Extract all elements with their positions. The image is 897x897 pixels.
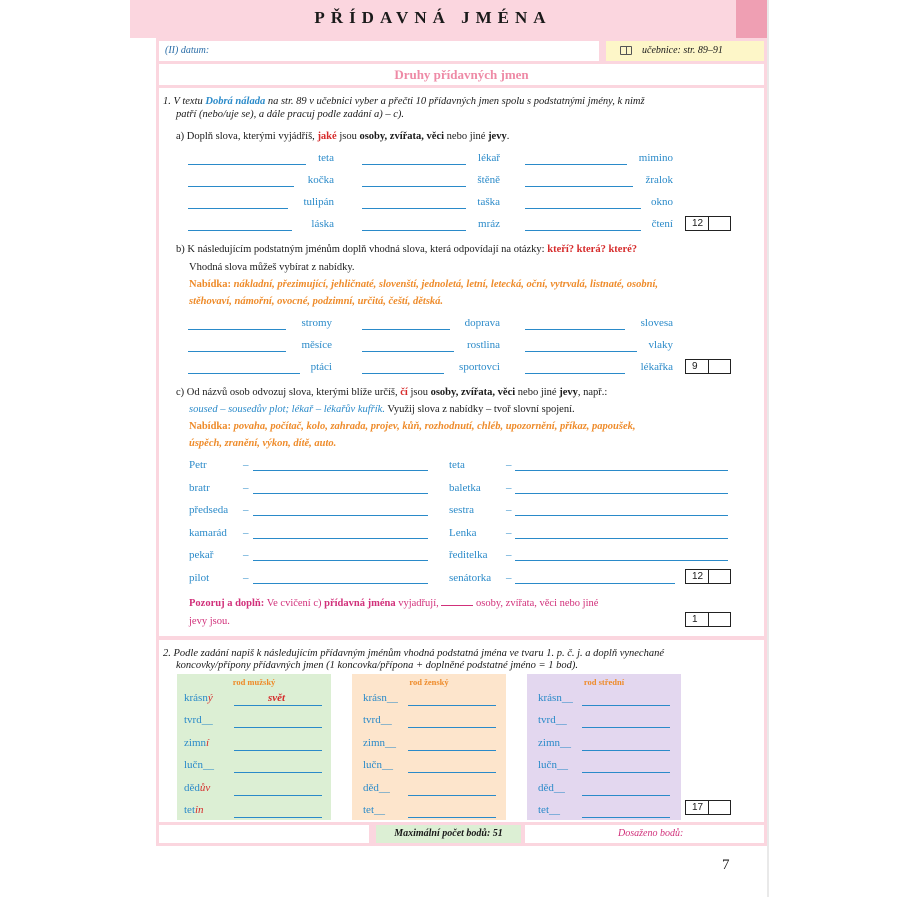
noun-word: mimino [638, 152, 673, 164]
answer-line[interactable] [362, 208, 466, 209]
noun-word: doprava [464, 317, 500, 329]
ex1c-offer-line1: Nabídka: povaha, počítač, kolo, zahrada, projev, kůň, rozhodnutí, chléb, upozornění, příkaz, papoušek, [189, 421, 636, 432]
person-name: teta [449, 459, 465, 471]
person-name: pekař [189, 549, 214, 561]
score-box-1a[interactable]: 12 [685, 216, 731, 231]
answer-line[interactable] [234, 795, 322, 796]
answer-line[interactable] [253, 560, 428, 561]
max-points-text: Maximální počet bodů: 51 [394, 828, 503, 839]
noun-word: kočka [307, 174, 334, 186]
ex1c-instruction: c) Od názvů osob odvozuj slova, kterými blíže určíš, čí jsou osoby, zvířata, věci nebo jiné jevy, např.: [176, 387, 608, 398]
answer-line[interactable] [188, 230, 292, 231]
ex1a-instruction: a) Doplň slova, kterými vyjádříš, jaké jsou osoby, zvířata, věci nebo jiné jevy. [176, 131, 510, 142]
answer-line[interactable] [188, 186, 294, 187]
noun-word: sportovci [459, 361, 500, 373]
noun-word: slovesa [640, 317, 673, 329]
adjective-stem: tet__ [363, 804, 385, 816]
answer-line[interactable] [582, 705, 670, 706]
adjective-stem: děd__ [363, 782, 390, 794]
answer-line[interactable] [234, 705, 322, 706]
answer-line[interactable] [408, 772, 496, 773]
ex1-note-line1: Pozoruj a doplň: Ve cvičení c) přídavná jména vyjadřují, osoby, zvířata, věci nebo jiné [189, 598, 599, 609]
ex1-intro-line2: patří (nebo/uje se), a dále pracuj podle zadání a) – c). [176, 109, 405, 120]
ex2-instruction-line2: koncovky/přípony přídavných jmen (1 koncovka/přípona + doplněné podstatné jméno = 1 bod). [176, 660, 578, 671]
answer-line[interactable] [234, 727, 322, 728]
answer-line[interactable] [515, 583, 675, 584]
person-name: Lenka [449, 527, 477, 539]
page-edge [767, 0, 769, 897]
answer-line[interactable] [582, 772, 670, 773]
person-name: sestra [449, 504, 475, 516]
noun-word: žralok [645, 174, 673, 186]
adjective-stem: lučn__ [538, 759, 568, 771]
adjective-stem: tet__ [538, 804, 560, 816]
answer-line[interactable] [188, 208, 288, 209]
person-name: senátorka [449, 572, 492, 584]
noun-word: teta [318, 152, 334, 164]
noun-word: měsíce [301, 339, 332, 351]
answer-line[interactable] [408, 750, 496, 751]
ex2-instruction-line1: 2. Podle zadání napiš k následujícím přídavným jménům vhodná podstatná jména ve tvaru 1. p. č. j. a doplň vynechané [163, 648, 664, 659]
answer-line[interactable] [582, 795, 670, 796]
ex1c-example: soused – sousedův plot; lékař – lékařův kufřík. Využij slova z nabídky – tvoř slovní spojení. [189, 404, 575, 415]
answer-line[interactable] [188, 164, 306, 165]
answer-line[interactable] [515, 470, 728, 471]
max-points [376, 825, 521, 843]
person-name: pilot [189, 572, 210, 584]
answer-line[interactable] [525, 351, 637, 352]
textbook-ref [606, 41, 764, 61]
answer-line[interactable] [525, 373, 625, 374]
achieved-points-label: Dosaženo bodů: [618, 828, 684, 839]
noun-word: láska [311, 218, 334, 230]
noun-word: taška [477, 196, 500, 208]
adjective-stem: tvrd__ [538, 714, 567, 726]
ex1-note-line2: jevy jsou. [189, 616, 230, 627]
answer-line[interactable] [362, 329, 450, 330]
date-label: (II) datum: [165, 45, 210, 56]
ex1b-instruction: b) K následujícím podstatným jménům doplň vhodná slova, která odpovídají na otázky: kteří? která? které? [176, 244, 638, 255]
title-tab [736, 0, 767, 38]
section-title-row [159, 64, 764, 85]
panel-head-feminine: rod ženský [409, 677, 449, 687]
text-title-link: Dobrá nálada [205, 96, 266, 107]
page-title: PŘÍDAVNÁ JMÉNA [314, 8, 552, 27]
noun-word: stromy [301, 317, 332, 329]
noun-word: okno [651, 196, 673, 208]
answer-line[interactable] [408, 817, 496, 818]
ex1-intro-line1: 1. V textu Dobrá nálada na str. 89 v učebnici vyber a přečti 10 přídavných jmen spolu s podstatnými jmény, k nimž [163, 96, 645, 107]
answer-line[interactable] [582, 817, 670, 818]
answer-line[interactable] [234, 750, 322, 751]
answer-line[interactable] [515, 493, 728, 494]
answer-line[interactable] [525, 230, 641, 231]
adjective-stem: zimní [184, 737, 210, 749]
answer-line[interactable] [525, 329, 625, 330]
noun-word: štěně [477, 174, 500, 186]
person-name: předseda [189, 504, 229, 516]
noun-word: vlaky [648, 339, 673, 351]
answer-line[interactable] [582, 727, 670, 728]
adjective-stem: dědův [184, 782, 211, 794]
page-number: 7 [722, 857, 730, 873]
person-name: baletka [449, 482, 481, 494]
ex1b-instruction-2: Vhodná slova můžeš vybírat z nabídky. [189, 262, 355, 273]
adjective-stem: zimn__ [538, 737, 571, 749]
score-box-1b[interactable]: 9 [685, 359, 731, 374]
person-name: bratr [189, 482, 210, 494]
score-box-note[interactable]: 1 [685, 612, 731, 627]
note-blank[interactable] [441, 597, 473, 606]
answer-line[interactable] [408, 795, 496, 796]
adjective-stem: tvrd__ [363, 714, 392, 726]
adjective-stem: děd__ [538, 782, 565, 794]
noun-word: čtení [651, 218, 673, 230]
answer-line[interactable] [188, 373, 300, 374]
answer-line[interactable] [408, 727, 496, 728]
panel-head-neuter: rod střední [583, 677, 625, 687]
answer-line[interactable] [253, 538, 428, 539]
noun-word: rostlina [467, 339, 500, 351]
score-box-ex2[interactable]: 17 [685, 800, 731, 815]
answer-line[interactable] [362, 351, 454, 352]
answer-line[interactable] [582, 750, 670, 751]
section-title: Druhy přídavných jmen [394, 67, 529, 82]
answer-line[interactable] [362, 164, 466, 165]
ex1c-offer-line2: úspěch, zranění, výkon, dítě, auto. [189, 438, 337, 449]
adjective-stem: krásný [184, 692, 213, 704]
textbook-pages: učebnice: str. 89–91 [642, 45, 723, 56]
answer-line[interactable] [362, 230, 466, 231]
footer-blank [159, 825, 369, 843]
panel-head-masculine: rod mužský [232, 677, 276, 687]
answer-line[interactable] [515, 538, 728, 539]
person-name: Petr [189, 459, 207, 471]
adjective-stem: tvrd__ [184, 714, 213, 726]
score-box-1c[interactable]: 12 [685, 569, 731, 584]
answer-line[interactable] [234, 817, 322, 818]
noun-word: ptáci [310, 361, 332, 373]
answer-line[interactable] [362, 373, 444, 374]
book-icon [620, 46, 632, 55]
adjective-stem: krásn__ [538, 692, 573, 704]
achieved-points [525, 825, 764, 843]
ex1b-offer-line2: stěhovaví, námořní, ovocné, podzimní, určitá, čeští, dětská. [189, 296, 444, 307]
adjective-stem: lučn__ [363, 759, 393, 771]
answer-line[interactable] [253, 583, 428, 584]
noun-word: mráz [478, 218, 500, 230]
adjective-stem: krásn__ [363, 692, 398, 704]
person-name: ředitelka [449, 549, 488, 561]
answer-line[interactable] [525, 208, 641, 209]
answer-line[interactable] [515, 560, 728, 561]
ex1b-offer-line1: Nabídka: nákladní, přezimující, jehličnaté, slovenští, jednoletá, letní, letecká, oční, vytrvalá, listnaté, osobní, [189, 279, 659, 290]
noun-word: lékař [478, 152, 500, 164]
date-row [159, 41, 599, 61]
adjective-stem: tetin [184, 804, 204, 816]
answer-line[interactable] [253, 515, 428, 516]
adjective-stem: zimn__ [363, 737, 396, 749]
answer-line[interactable] [253, 493, 428, 494]
answer-line[interactable] [362, 186, 466, 187]
answer-line[interactable] [188, 351, 286, 352]
noun-word: tulipán [303, 196, 334, 208]
noun-word: lékařka [640, 361, 673, 373]
answer-line[interactable] [525, 164, 627, 165]
example-noun: svět [268, 692, 286, 704]
answer-line[interactable] [253, 470, 428, 471]
answer-line[interactable] [515, 515, 728, 516]
answer-line[interactable] [408, 705, 496, 706]
adjective-stem: lučn__ [184, 759, 214, 771]
person-name: kamarád [189, 527, 227, 539]
answer-line[interactable] [525, 186, 633, 187]
answer-line[interactable] [234, 772, 322, 773]
answer-line[interactable] [188, 329, 286, 330]
